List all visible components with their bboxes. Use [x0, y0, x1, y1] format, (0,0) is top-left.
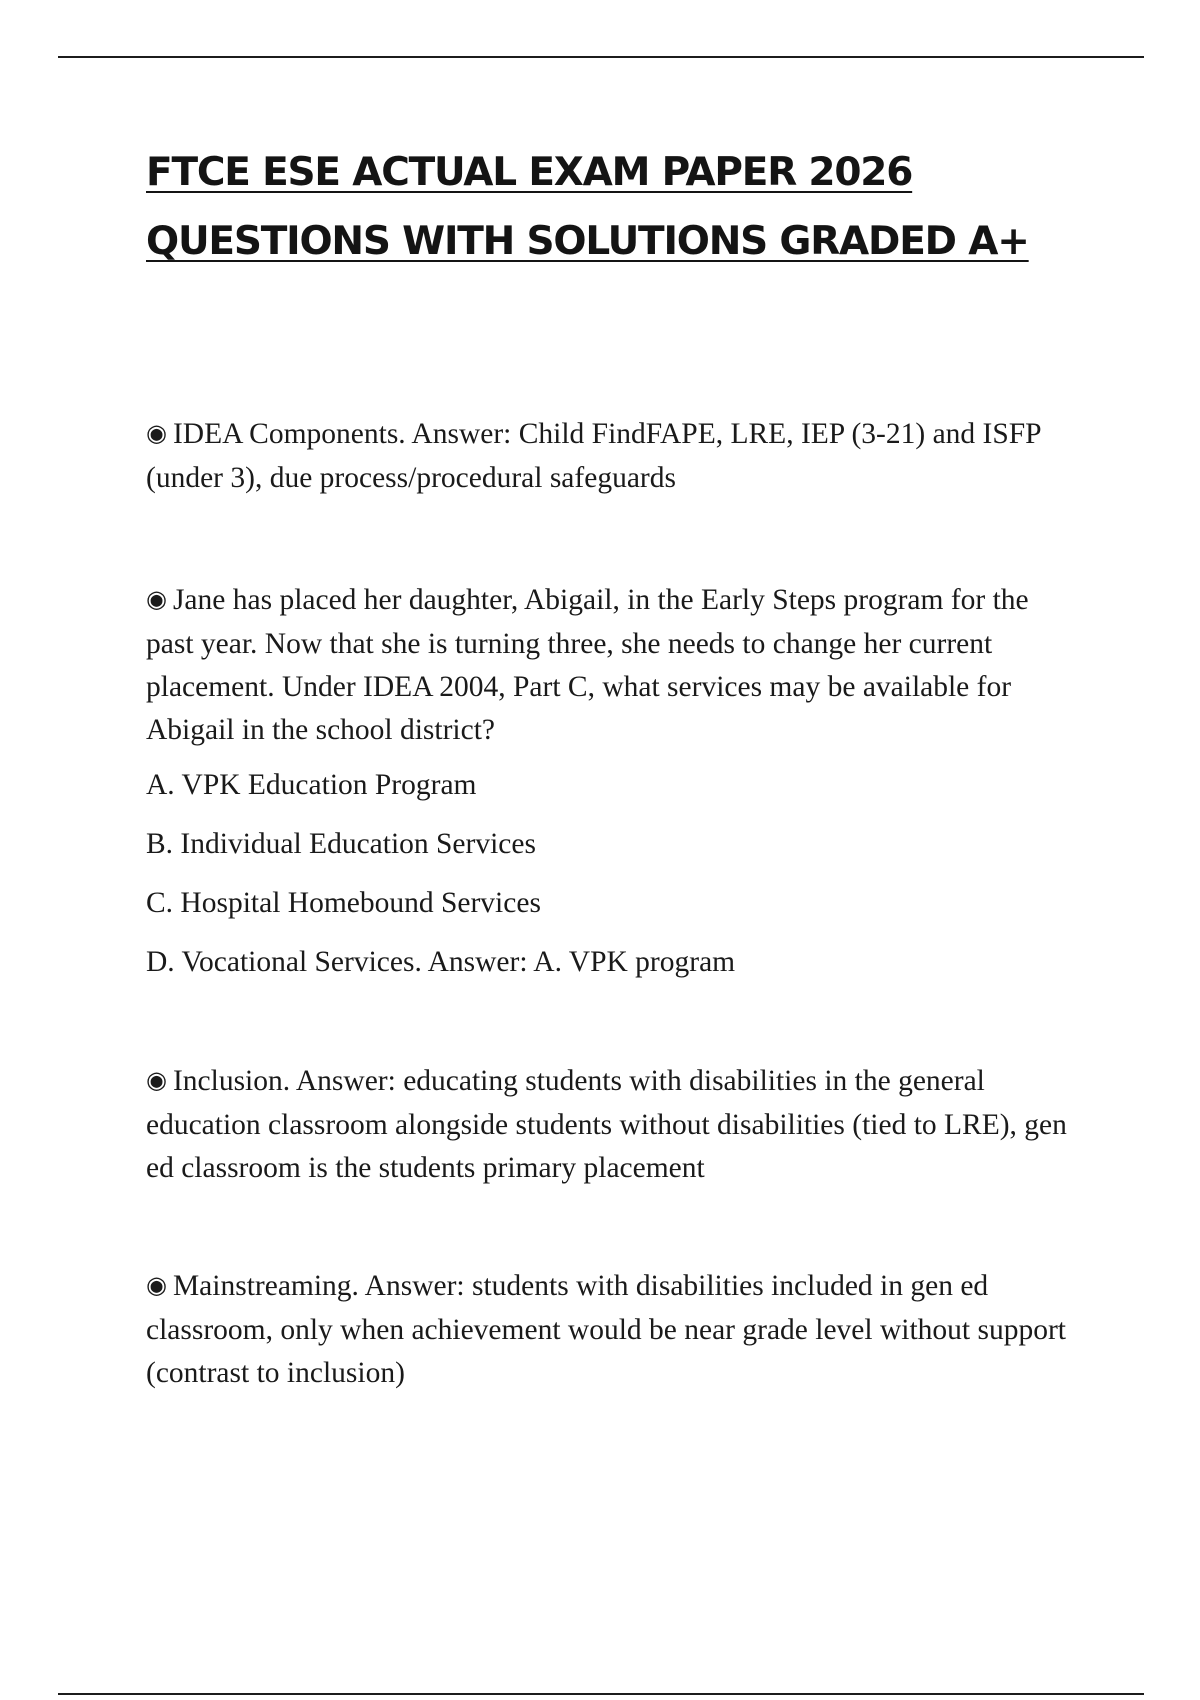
- title-line-2: QUESTIONS WITH SOLUTIONS GRADED A+: [146, 219, 1029, 264]
- bullet-icon: ◉: [146, 419, 167, 447]
- question-item: [146, 1060, 1076, 1190]
- title-line-1: FTCE ESE ACTUAL EXAM PAPER 2026: [146, 150, 913, 195]
- bullet-icon: ◉: [146, 585, 167, 613]
- question-list: [146, 413, 1076, 1395]
- document-title: [146, 138, 1106, 276]
- answer-option-b: B. Individual Education Services: [146, 828, 536, 860]
- question-text: IDEA Components. Answer: Child FindFAPE, LRE, IEP (3-21) and ISFP (under 3), due process/procedural safeguards: [146, 418, 1041, 494]
- question-item: [146, 413, 1076, 500]
- bullet-icon: ◉: [146, 1066, 167, 1094]
- question-item: [146, 1265, 1076, 1395]
- answer-option-d: D. Vocational Services. Answer: A. VPK program: [146, 946, 736, 978]
- question-text: Mainstreaming. Answer: students with disabilities included in gen ed classroom, only when achievement would be near grade level without support (contrast to inclusion): [146, 1270, 1066, 1389]
- bottom-rule: [58, 1693, 1144, 1695]
- question-text: Inclusion. Answer: educating students with disabilities in the general education classroom alongside students without disabilities (tied to LRE), gen ed classroom is the students primary placement: [146, 1065, 1067, 1184]
- answer-option-a: A. VPK Education Program: [146, 769, 477, 801]
- question-item: [146, 579, 1076, 752]
- answer-option-c: C. Hospital Homebound Services: [146, 887, 541, 919]
- top-rule: [58, 56, 1144, 58]
- question-text: Jane has placed her daughter, Abigail, in the Early Steps program for the past year. Now that she is turning three, she needs to change her current placement. Under IDEA 2004, Part C, what services may be available for Abigail in the school district?: [146, 584, 1029, 746]
- bullet-icon: ◉: [146, 1271, 167, 1299]
